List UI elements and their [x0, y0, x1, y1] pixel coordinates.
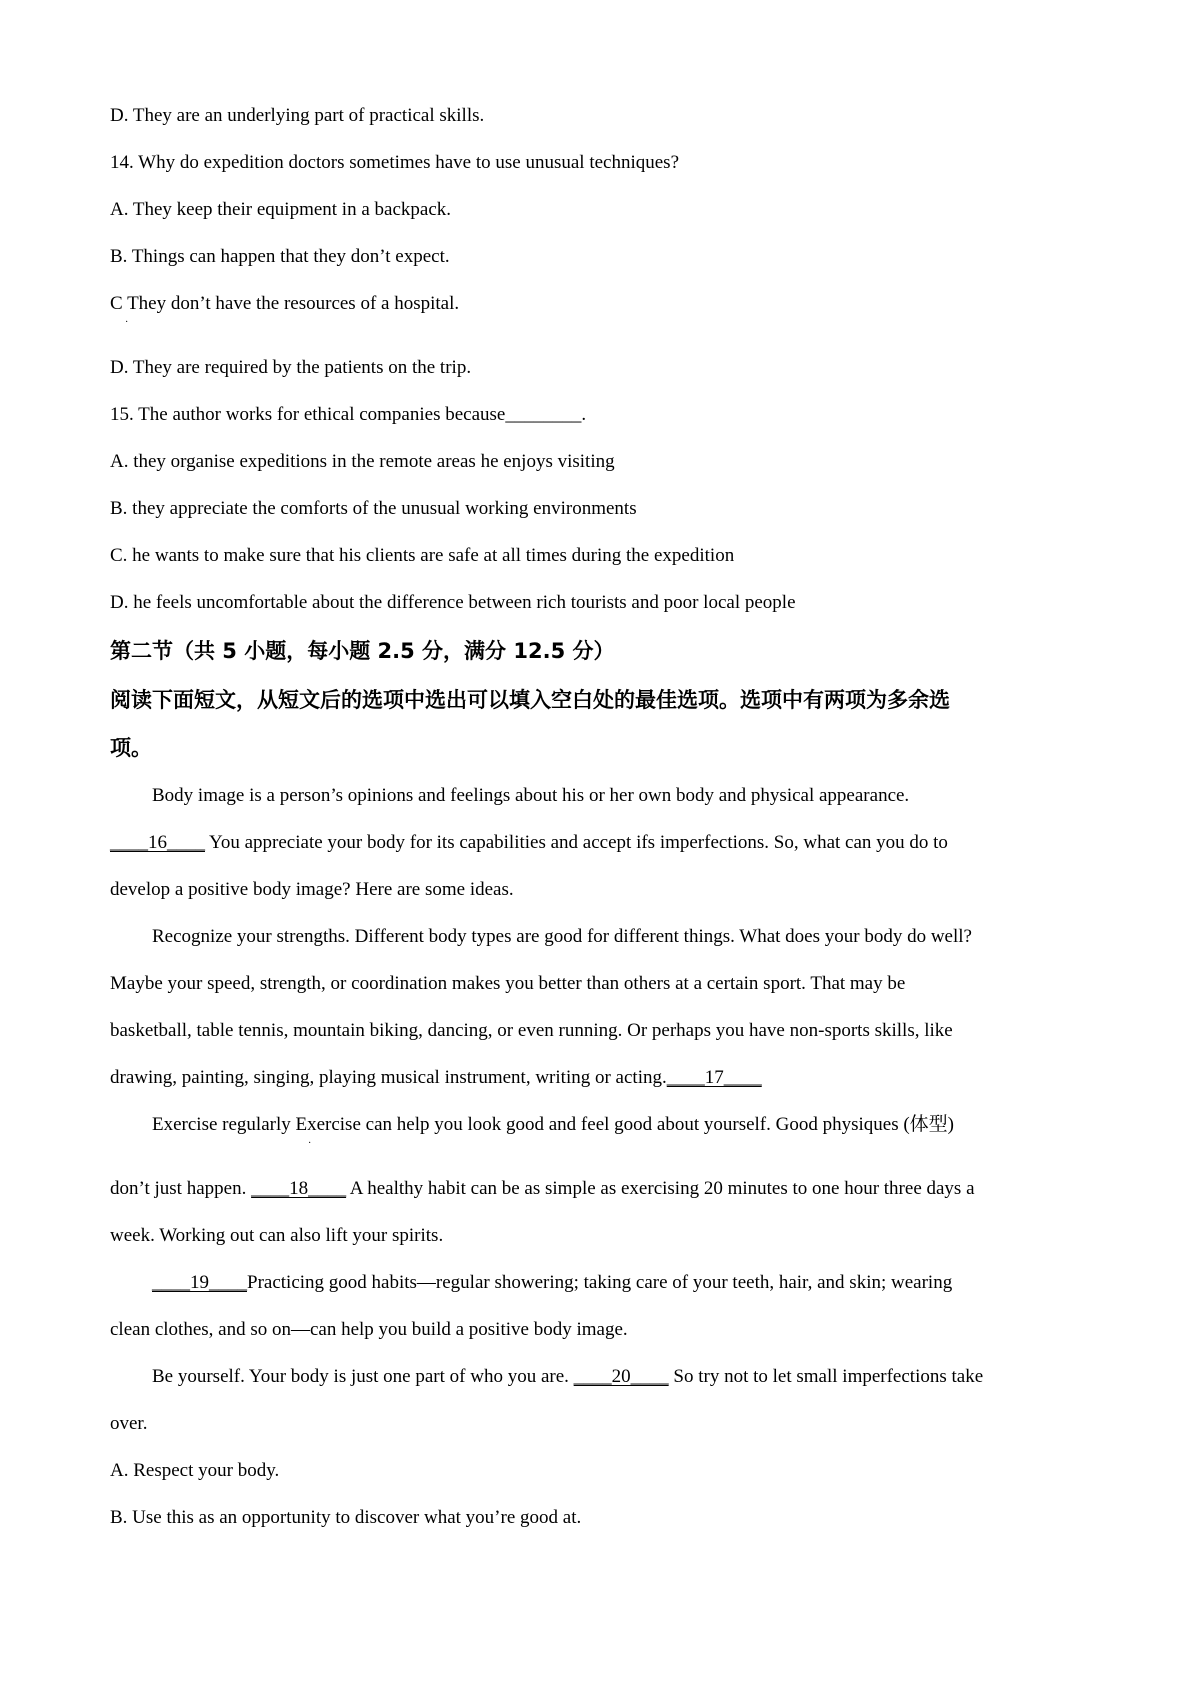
passage-p2-line4-text: drawing, painting, singing, playing musical instrument, writing or acting.	[110, 1067, 667, 1088]
passage-p2-line4	[110, 1066, 762, 1090]
passage-p4-line1	[152, 1271, 952, 1295]
q15-option-a: A. they organise expeditions in the remote areas he enjoys visiting	[110, 451, 615, 472]
q15-question	[110, 403, 586, 427]
passage-p5-line2: over.	[110, 1413, 148, 1434]
blank-16: ____16____	[110, 832, 205, 853]
passage-p4-line2: clean clothes, and so on—can help you build a positive body image.	[110, 1319, 628, 1340]
passage-p4-line1-text: Practicing good habits—regular showering; taking care of your teeth, hair, and skin; wearing	[247, 1272, 953, 1293]
passage-p1-line1: Body image is a person’s opinions and feelings about his or her own body and physical appearance.	[152, 785, 910, 806]
q14-option-d: D. They are required by the patients on the trip.	[110, 357, 472, 378]
passage-p3-line2-text: don’t just happen.	[110, 1178, 252, 1199]
passage-p1-line2	[110, 831, 948, 855]
q14-question: 14. Why do expedition doctors sometimes have to use unusual techniques?	[110, 152, 680, 173]
q15-blank: ________	[505, 404, 582, 425]
passage-p5-line1-text: Be yourself. Your body is just one part of who you are.	[152, 1366, 574, 1387]
blank-19: ____19____	[152, 1272, 247, 1293]
passage-p1-line3: develop a positive body image? Here are some ideas.	[110, 879, 514, 900]
section2-instruction-line2: 项。	[110, 736, 152, 760]
passage-p3-line1: Exercise regularly Exercise can help you look good and feel good about yourself. Good physiques (体型)	[152, 1114, 954, 1135]
passage-p3-line2-rest: A healthy habit can be as simple as exercising 20 minutes to one hour three days a	[346, 1178, 975, 1199]
q15-option-d: D. he feels uncomfortable about the difference between rich tourists and poor local people	[110, 592, 796, 613]
passage-p2-line3: basketball, table tennis, mountain biking, dancing, or even running. Or perhaps you have non-sports skills, like	[110, 1020, 953, 1041]
q14-option-a: A. They keep their equipment in a backpack.	[110, 199, 451, 220]
passage-p3-line3: week. Working out can also lift your spirits.	[110, 1225, 444, 1246]
passage-p5-line1-rest: So try not to let small imperfections take	[668, 1366, 984, 1387]
passage-p5-line1	[152, 1365, 983, 1389]
q14-option-c: C They don’t have the resources of a hospital.	[110, 293, 460, 314]
blank-18: ____18____	[251, 1178, 347, 1199]
section2-heading: 第二节（共 5 小题，每小题 2.5 分，满分 12.5 分）	[110, 639, 615, 663]
passage-p3-line2	[110, 1177, 975, 1201]
option-b: B. Use this as an opportunity to discover what you’re good at.	[110, 1507, 582, 1528]
q15-question-text: 15. The author works for ethical companies because	[110, 404, 506, 425]
option-a: A. Respect your body.	[110, 1460, 280, 1481]
passage-p2-line1: Recognize your strengths. Different body types are good for different things. What does your body do well?	[152, 926, 972, 947]
section2-instruction-line1: 阅读下面短文，从短文后的选项中选出可以填入空白处的最佳选项。选项中有两项为多余选	[110, 688, 950, 712]
blank-17: ____17____	[666, 1067, 762, 1088]
passage-p2-line2: Maybe your speed, strength, or coordination makes you better than others at a certain sport. That may be	[110, 973, 906, 994]
q13-option-d: D. They are an underlying part of practical skills.	[110, 105, 485, 126]
stray-mark: ·	[308, 1138, 312, 1149]
q15-option-b: B. they appreciate the comforts of the unusual working environments	[110, 498, 637, 519]
q14-option-b: B. Things can happen that they don’t expect.	[110, 246, 450, 267]
q15-period: .	[581, 404, 587, 425]
stray-mark: ·	[125, 317, 129, 328]
passage-p1-line2-text: You appreciate your body for its capabilities and accept ifs imperfections. So, what can you do to	[205, 832, 948, 853]
q15-option-c: C. he wants to make sure that his clients are safe at all times during the expedition	[110, 545, 735, 566]
blank-20: ____20____	[573, 1366, 669, 1387]
